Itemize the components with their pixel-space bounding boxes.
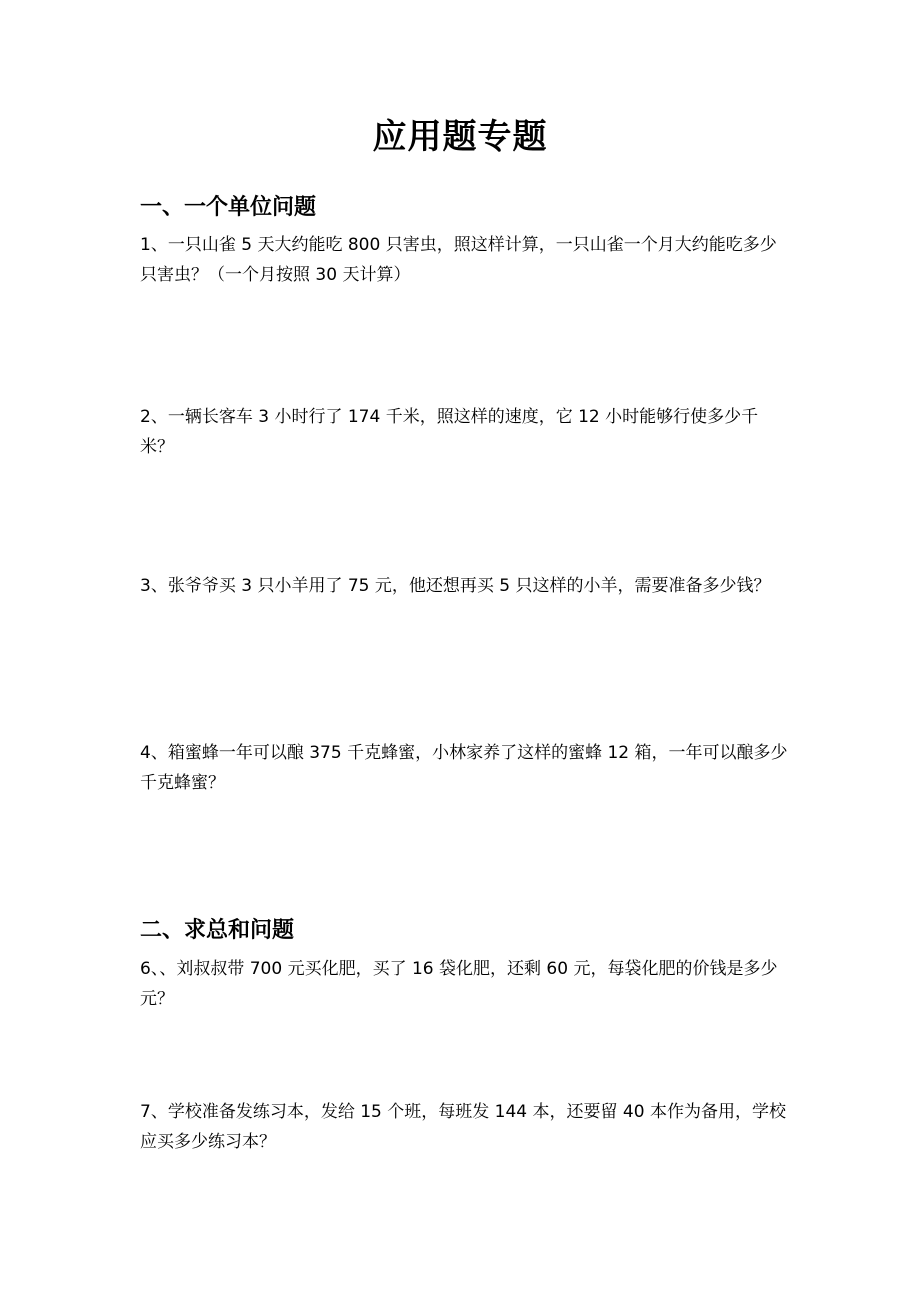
question-3: 3、张爷爷买 3 只小羊用了 75 元，他还想再买 5 只这样的小羊，需要准备多少钱？ [140, 576, 771, 596]
question-1: 1、一只山雀 5 天大约能吃 800 只害虫，照这样计算，一只山雀一个月大约能吃多少只害虫？（一个月按照 30 天计算） [140, 235, 777, 285]
question-2: 2、一辆长客车 3 小时行了 174 千米，照这样的速度，它 12 小时能够行使多少千米？ [140, 407, 759, 457]
section-heading-total-problems: 二、求总和问题 [140, 918, 295, 943]
question-6: 6、、刘叔叔带 700 元买化肥，买了 16 袋化肥，还剩 60 元，每袋化肥的价钱是多少元？ [140, 959, 778, 1009]
question-4: 4、箱蜜蜂一年可以酿 375 千克蜂蜜，小林家养了这样的蜜蜂 12 箱，一年可以酿多少千克蜂蜜？ [140, 743, 788, 793]
question-7: 7、学校准备发练习本，发给 15 个班，每班发 144 本，还要留 40 本作为备用，学校应买多少练习本？ [140, 1102, 786, 1152]
section-heading-unit-problems: 一、一个单位问题 [140, 195, 317, 220]
page-title: 应用题专题 [372, 117, 548, 157]
